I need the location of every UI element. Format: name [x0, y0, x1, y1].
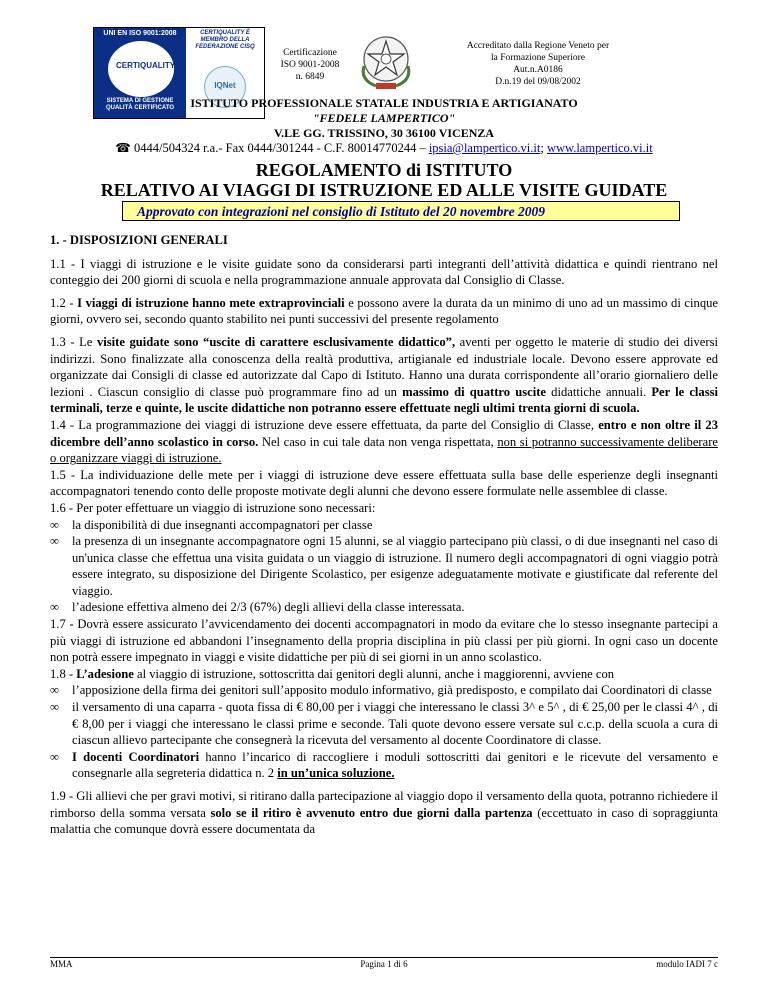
accr-line-4: D.n.19 del 09/08/2002: [495, 77, 581, 87]
list-item: ∞ la presenza di un insegnante accompagnatore ogni 15 alunni, se al viaggio partecipano più classi, o di due insegnanti nel caso di un'unica classe che effettua una visita guidata o un viaggio di istruzione. Il numero degli accompagnatori di ogni viaggio potrà essere integrato, su disposizione del Dirigente Scolastico, per esigenze adeguatamente motivate e giustificate dal referente del viaggio.: [50, 533, 718, 599]
accreditation-info: [443, 40, 633, 88]
form-code: modulo IADI 7 c: [656, 959, 718, 969]
paragraph-1-2: 1.2 - I viaggi di istruzione hanno mete extraprovinciali e possono avere la durata da un minimo di uno ad un massimo di cinque giorni, ovvero sei, secondo quanto stabilito nei punti successivi del presente regolamento: [50, 295, 719, 327]
cert-line-3: n. 6849: [295, 72, 325, 82]
page-footer: [50, 957, 718, 969]
accr-line-2: la Formazione Superiore: [491, 53, 585, 63]
paragraph-1-9: 1.9 - Gli allievi che per gravi motivi, si ritirano dalla partecipazione al viaggio dopo il versamento della quota, potranno richiedere il rimborso della somma versata solo se il ritiro è avvenuto entro due giorni dalla partenza (eccettuato in caso di sopraggiunta malattia che comunque dovrà essere documentata da: [50, 789, 718, 837]
paragraph-1-7: 1.7 - Dovrà essere assicurato l’avvicendamento dei docenti accompagnatori in modo da evitare che lo stesso insegnante partecipi a più viaggi di istruzione ed abbandoni l’insegnamento della propria disciplina in più classi per più giorni. In ogni caso un docente non potrà essere impegnato in viaggi e visite didattiche per più di sei giorni in un anno scolastico.: [50, 617, 718, 665]
school-address: V.LE GG. TRISSINO, 30 36100 VICENZA: [273, 126, 495, 140]
list-item: ∞ l’adesione effettiva almeno dei 2/3 (67%) degli allievi della classe interessata.: [50, 599, 718, 616]
paragraph-1-8: 1.8 - L’adesione al viaggio di istruzione, sottoscritta dai genitori degli alunni, anche i maggiorenni, avviene con: [50, 666, 615, 681]
list-item: ∞ l’apposizione della firma dei genitori sull’apposito modulo informativo, già predisposto, e compilato dai Coordinatori di classe: [50, 682, 718, 699]
paragraph-1-5: 1.5 - La individuazione delle mete per i viaggi di istruzione deve essere effettuata sulla base delle esperienze degli insegnanti accompagnatori tenendo conto delle proposte motivate degli alunni che devono essere formulate nelle assemblee di classe.: [50, 467, 718, 499]
institute-name: ISTITUTO PROFESSIONALE STATALE INDUSTRIA E ARTIGIANATO: [190, 96, 578, 110]
contact-numbers: 0444/504324 r.a.- Fax 0444/301244 - C.F. 80014770244 –: [130, 141, 429, 155]
paragraph-1-4: 1.4 - La programmazione dei viaggi di istruzione deve essere effettuata, da parte del Consiglio di Classe, entro e non oltre il 23 dicembre dell’anno scolastico in corso. Nel caso in cui tale data non venga rispettata, non si potranno successivamente deliberare o organizzare viaggi di istruzione.: [50, 417, 718, 466]
paragraph-1-6: 1.6 - Per poter effettuare un viaggio di istruzione sono necessari:: [50, 500, 376, 515]
list-item: ∞ I docenti Coordinatori hanno l’incarico di raccogliere i moduli sottoscritti dai genitori e le ricevute del versamento e consegnarle alla segreteria didattica n. 2 in un’unica soluzione.: [50, 749, 718, 782]
school-name: "FEDELE LAMPERTICO": [312, 111, 456, 125]
certiquality-seal-icon: [108, 41, 174, 97]
document-title: REGOLAMENTO di ISTITUTO: [255, 160, 513, 180]
quality-system-label: SISTEMA DI GESTIONE QUALITÀ CERTIFICATO: [105, 98, 175, 111]
website-link[interactable]: www.lampertico.vi.it: [546, 141, 653, 155]
paragraph-1-1: 1.1 - I viaggi di istruzione e le visite guidate sono da considerarsi parti integranti dell’attività didattica e quindi rientrano nel conteggio dei 200 giorni di scuola e nella programmazione annuale approvata dal Consiglio di Classe.: [50, 256, 718, 288]
italian-republic-emblem-icon: [356, 30, 416, 92]
contact-line: [0, 140, 768, 156]
regulation-body: [50, 232, 718, 838]
certiquality-brand: CERTIQUALITY: [116, 61, 176, 70]
cisq-federation-label: CERTIQUALITY È MEMBRO DELLA FEDERAZIONE CISQ: [195, 30, 255, 50]
contact-separator: ;: [540, 141, 547, 155]
phone-icon: ☎: [115, 141, 131, 155]
section-title: 1. - DISPOSIZIONI GENERALI: [50, 233, 228, 247]
approval-banner: Approvato con integrazioni nel consiglio di Istituto del 20 novembre 2009: [122, 201, 680, 221]
email-link[interactable]: ipsia@lampertico.vi.it: [428, 141, 541, 155]
cert-line-1: Certificazione: [283, 48, 337, 58]
paragraph-1-3: 1.3 - Le visite guidate sono “uscite di carattere esclusivamente didattico”, aventi per oggetto le materie di studio dei diversi indirizzi. Sono finalizzate alla conoscenza della realtà produttiva, artigianale ed industriale locale. Devono essere approvate ed organizzate dai Consigli di classe ed autorizzate dal Capo di Istituto. Hanno una durata corrispondente all’orario giornaliero delle lezioni . Ciascun consiglio di classe può programmare fino ad un massimo di quattro uscite didattiche annuali. Per le classi terminali, terze e quinte, le uscite didattiche non potranno essere effettuate negli ultimi trenta giorni di scuola.: [50, 334, 719, 416]
footer-author: MMA: [50, 959, 73, 969]
list-item: ∞ la disponibilità di due insegnanti accompagnatori per classe: [50, 517, 718, 534]
document-subtitle: RELATIVO AI VIAGGI DI ISTRUZIONE ED ALLE VISITE GUIDATE: [100, 180, 668, 200]
iqnet-label: IQNet: [214, 81, 236, 90]
certification-info: [270, 47, 350, 83]
page-number: Pagina 1 di 6: [360, 959, 408, 969]
cert-line-2: ISO 9001-2008: [280, 60, 340, 70]
list-item: ∞ il versamento di una caparra - quota fissa di € 80,00 per i viaggi che interessano le classi 3^ e 5^ , di € 25,00 per le classi 4^ , di € 8,00 per i viaggi che interessano le classi prime e seconde. Tali quote devono essere versate sul c.c.p. della scuola a cura di ciascun allievo partecipante che consegnerà la ricevuta del versamento al docente Coordinatore di classe.: [50, 699, 718, 749]
iso-standard-label: UNI EN ISO 9001:2008: [103, 30, 177, 37]
accr-line-3: Aut.n.A0186: [513, 65, 563, 75]
accr-line-1: Accreditato dalla Regione Veneto per: [466, 41, 610, 51]
